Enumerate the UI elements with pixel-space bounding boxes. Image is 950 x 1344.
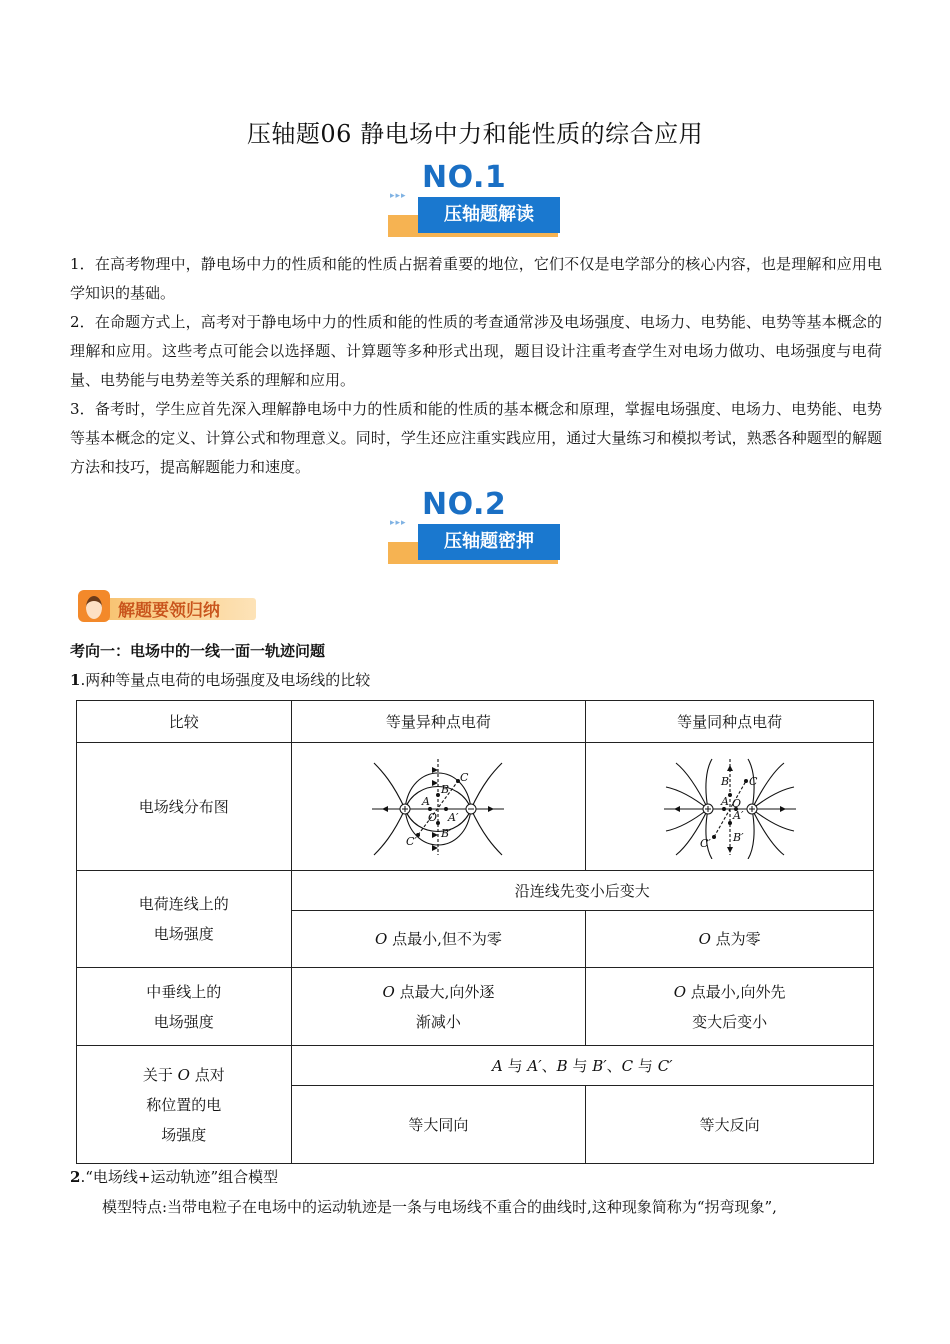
label-A-prime: A′ bbox=[732, 808, 744, 822]
line-common-cell: 沿连线先变小后变大 bbox=[291, 871, 873, 911]
intro-paragraph-1: 1．在高考物理中，静电场中力的性质和能的性质占据着重要的地位，它们不仅是电学部分的核心内容，也是理解和应用电学知识的基础。 bbox=[70, 255, 882, 302]
badge-number: NO.1 bbox=[422, 160, 507, 195]
header-opposite-charges: 等量异种点电荷 bbox=[291, 701, 586, 743]
row-label-line: 电荷连线上的 电场强度 bbox=[77, 871, 292, 968]
row-label-perpendicular: 中垂线上的 电场强度 bbox=[77, 968, 292, 1046]
comparison-table bbox=[76, 700, 874, 1164]
label-C: C bbox=[460, 770, 469, 784]
line-same-cell: O 点为零 bbox=[586, 911, 874, 968]
page-title: 压轴题06 静电场中力和能性质的综合应用 bbox=[246, 120, 704, 148]
item-number: 1 bbox=[70, 671, 81, 689]
header-same-charges: 等量同种点电荷 bbox=[586, 701, 874, 743]
label-C: C bbox=[748, 774, 758, 788]
header-compare: 比较 bbox=[77, 701, 292, 743]
same-charges-field-diagram bbox=[660, 755, 800, 859]
section-badge-no1 bbox=[388, 160, 566, 240]
item-2 bbox=[70, 1166, 278, 1187]
intro-paragraph-2: 2．在命题方式上，高考对于静电场中力的性质和能的性质的考查通常涉及电场强度、电场力、电势能、电势等基本概念的理解和应用。这些考点可能会以选择题、计算题等多种形式出现，题目设计注重考查学生对电场力做功、电场强度与电荷量、电势能与电势差等关系的理解和应用。 bbox=[70, 313, 882, 389]
badge-label: 压轴题解读 bbox=[444, 204, 534, 225]
model-text: 模型特点:当带电粒子在电场中的运动轨迹是一条与电场线不重合的曲线时,这种现象简称为“拐弯现象”, bbox=[102, 1198, 777, 1216]
diagram-same-cell bbox=[586, 743, 874, 871]
tip-label: 解题要领归纳 bbox=[118, 601, 220, 621]
label-C-prime: C′ bbox=[406, 834, 418, 848]
badge-arrows-icon: ▸▸▸ bbox=[390, 191, 407, 201]
badge-arrows-icon: ▸▸▸ bbox=[390, 518, 407, 528]
teacher-icon bbox=[78, 590, 110, 622]
label-A: A bbox=[422, 794, 431, 808]
sym-common-cell: A 与 A′、B 与 B′、C 与 C′ bbox=[291, 1046, 873, 1086]
label-B-prime: B′ bbox=[441, 826, 453, 840]
line-opposite-cell: O 点最小,但不为零 bbox=[291, 911, 586, 968]
label-O: O bbox=[428, 810, 438, 824]
badge-label: 压轴题密押 bbox=[444, 531, 534, 552]
item-text: .“电场线+运动轨迹”组合模型 bbox=[80, 1168, 279, 1186]
item-number: 2 bbox=[70, 1168, 81, 1186]
badge-number: NO.2 bbox=[422, 487, 507, 522]
label-B: B bbox=[720, 774, 729, 788]
item-text: .两种等量点电荷的电场强度及电场线的比较 bbox=[80, 671, 371, 689]
section-heading: 考向一：电场中的一线一面一轨迹问题 bbox=[70, 642, 326, 660]
row-label-symmetric: 关于 O 点对 称位置的电 场强度 bbox=[77, 1046, 292, 1164]
label-B: B bbox=[441, 782, 450, 796]
label-C-prime: C′ bbox=[699, 836, 711, 850]
label-B-prime: B′ bbox=[732, 830, 744, 844]
item-1 bbox=[70, 669, 370, 690]
sym-same-cell: 等大反向 bbox=[586, 1086, 874, 1164]
opposite-charges-field-diagram bbox=[368, 755, 508, 859]
label-A-prime: A′ bbox=[448, 810, 459, 824]
perp-opposite-cell: O 点最大,向外逐 渐减小 bbox=[291, 968, 586, 1046]
sym-opposite-cell: 等大同向 bbox=[291, 1086, 586, 1164]
row-label-diagram: 电场线分布图 bbox=[77, 743, 292, 871]
section-badge-no2 bbox=[388, 487, 566, 567]
diagram-opposite-cell bbox=[291, 743, 586, 871]
label-A: A bbox=[720, 794, 729, 808]
intro-paragraph-3: 3．备考时，学生应首先深入理解静电场中力的性质和能的性质的基本概念和原理，掌握电场强度、电场力、电势能、电势等基本概念的定义、计算公式和物理意义。同时，学生还应注重实践应用，通过大量练习和模拟考试，熟悉各种题型的解题方法和技巧，提高解题能力和速度。 bbox=[70, 400, 882, 476]
tip-banner bbox=[78, 590, 258, 624]
perp-same-cell: O 点最小,向外先 变大后变小 bbox=[586, 968, 874, 1046]
label-O: O bbox=[731, 796, 741, 810]
